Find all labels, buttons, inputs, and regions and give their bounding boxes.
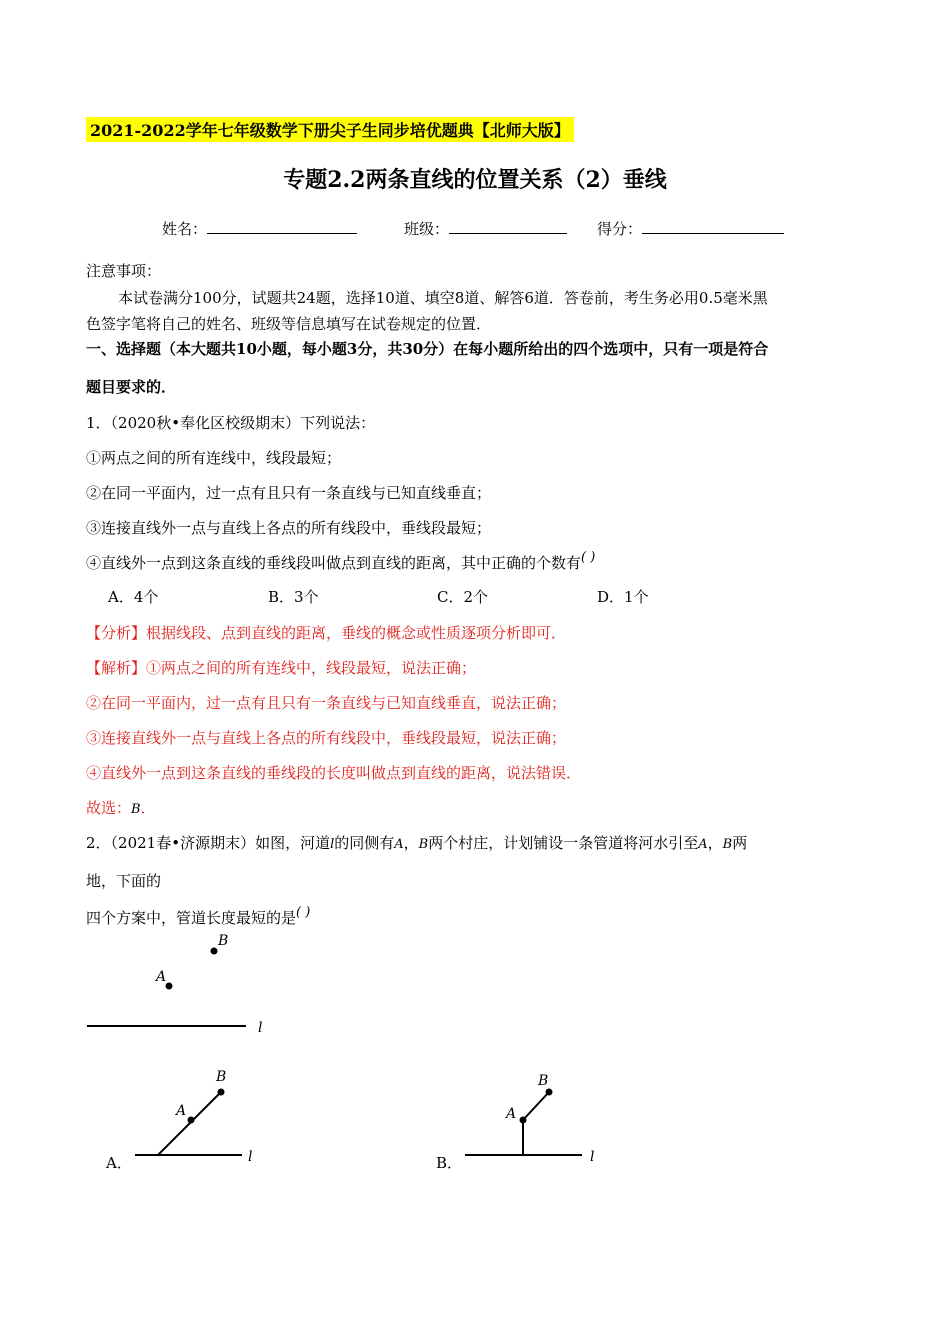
class-field[interactable] (404, 218, 567, 239)
notice-body-line1: 本试卷满分100分，试题共24题，选择10道、填空8道、解答6道．答卷前，考生务必用0.5毫米黑 (118, 289, 768, 307)
q2-text-1: 2．（2021春•济源期末）如图，河道 (86, 834, 331, 852)
section-heading-line1: 一、选择题（本大题共10小题，每小题3分，共30分）在每小题所给出的四个选项中，只有一项是符合 (86, 340, 769, 358)
q1-answer (86, 797, 156, 818)
q2-text-3: 两个村庄，计划铺设一条管道将河水引至 (428, 834, 699, 852)
q1-statement-1: ①两点之间的所有连线中，线段最短； (86, 449, 342, 467)
label-b: B (538, 1073, 549, 1089)
pipe-line (158, 1092, 221, 1155)
q2-option-b-label: B． (436, 1154, 463, 1172)
label-l: l (590, 1149, 595, 1165)
q1-answer-paren: ( ) (581, 550, 596, 565)
label-b: B (218, 933, 229, 949)
q2-answer-paren: ( ) (296, 905, 311, 920)
point-b (546, 1089, 553, 1096)
score-label: 得分： (597, 220, 643, 238)
q2-option-a-label: A． (106, 1154, 132, 1172)
q2-text-4: 两 (732, 834, 748, 852)
score-field[interactable] (597, 218, 784, 239)
label-a: A (506, 1106, 517, 1122)
q1-statement-4-text: ④直线外一点到这条直线的垂线段叫做点到直线的距离，其中正确的个数有 (86, 554, 582, 572)
label-l: l (258, 1020, 263, 1036)
q1-stem: 1．（2020秋•奉化区校级期末）下列说法： (86, 414, 376, 432)
point-a (520, 1117, 527, 1124)
q2-sep-2: ， (707, 834, 723, 852)
name-blank[interactable] (207, 219, 357, 234)
name-field[interactable] (162, 218, 357, 239)
q1-answer-prefix: 故选： (86, 799, 132, 817)
q1-option-b: B．3个 (268, 588, 319, 606)
score-blank[interactable] (642, 219, 784, 234)
q1-solution-1: 【解析】①两点之间的所有连线中，线段最短，说法正确； (86, 659, 477, 677)
q1-solution-2: ②在同一平面内，过一点有且只有一条直线与已知直线垂直，说法正确； (86, 694, 567, 712)
class-blank[interactable] (449, 219, 567, 234)
q1-option-d: D．1个 (597, 588, 649, 606)
series-title: 2021-2022学年七年级数学下册尖子生同步培优题典【北师大版】 (86, 117, 574, 142)
class-label: 班级： (404, 220, 450, 238)
q2-var-l: l (330, 837, 335, 852)
q1-answer-letter: B (131, 802, 141, 817)
q1-statement-3: ③连接直线外一点与直线上各点的所有线段中，垂线段最短； (86, 519, 492, 537)
label-a: A (176, 1103, 187, 1119)
label-l: l (248, 1149, 253, 1165)
q2-sep-1: ， (403, 834, 419, 852)
point-b (211, 948, 218, 955)
section-heading-line2: 题目要求的． (86, 378, 177, 396)
q2-stem-line3-text: 四个方案中，管道长度最短的是 (86, 909, 297, 927)
q2-text-2: 的同侧有 (334, 834, 395, 852)
q2-stem-line1 (86, 832, 747, 853)
q1-option-a: A．4个 (108, 588, 159, 606)
q2-main-figure (80, 925, 280, 1050)
name-label: 姓名： (162, 220, 208, 238)
q2-var-a: A (394, 837, 404, 852)
page-title: 专题2.2两条直线的位置关系（2）垂线 (283, 167, 667, 193)
q2-option-a-figure (130, 1065, 270, 1170)
q1-solution-3: ③连接直线外一点与直线上各点的所有线段中，垂线段最短，说法正确； (86, 729, 567, 747)
label-b: B (216, 1069, 227, 1085)
q1-statement-2: ②在同一平面内，过一点有且只有一条直线与已知直线垂直； (86, 484, 492, 502)
point-a (188, 1117, 195, 1124)
q1-option-c: C．2个 (437, 588, 489, 606)
q2-option-b-figure (460, 1065, 610, 1170)
q2-var-a-2: A (698, 837, 708, 852)
point-b (218, 1089, 225, 1096)
notice-body-line2: 色签字笔将自己的姓名、班级等信息填写在试卷规定的位置． (86, 315, 492, 333)
q1-solution-4: ④直线外一点到这条直线的垂线段的长度叫做点到直线的距离，说法错误． (86, 764, 582, 782)
q2-var-b-2: B (722, 837, 733, 852)
label-a: A (156, 969, 167, 985)
q2-var-b: B (418, 837, 429, 852)
pipe-ab (523, 1092, 549, 1120)
q1-analysis: 【分析】根据线段、点到直线的距离，垂线的概念或性质逐项分析即可． (86, 624, 567, 642)
q2-stem-line2: 地，下面的 (86, 872, 162, 890)
notice-heading: 注意事项： (86, 262, 162, 280)
q1-answer-suffix: ． (140, 799, 156, 817)
q1-statement-4 (86, 552, 595, 573)
point-a (166, 983, 173, 990)
